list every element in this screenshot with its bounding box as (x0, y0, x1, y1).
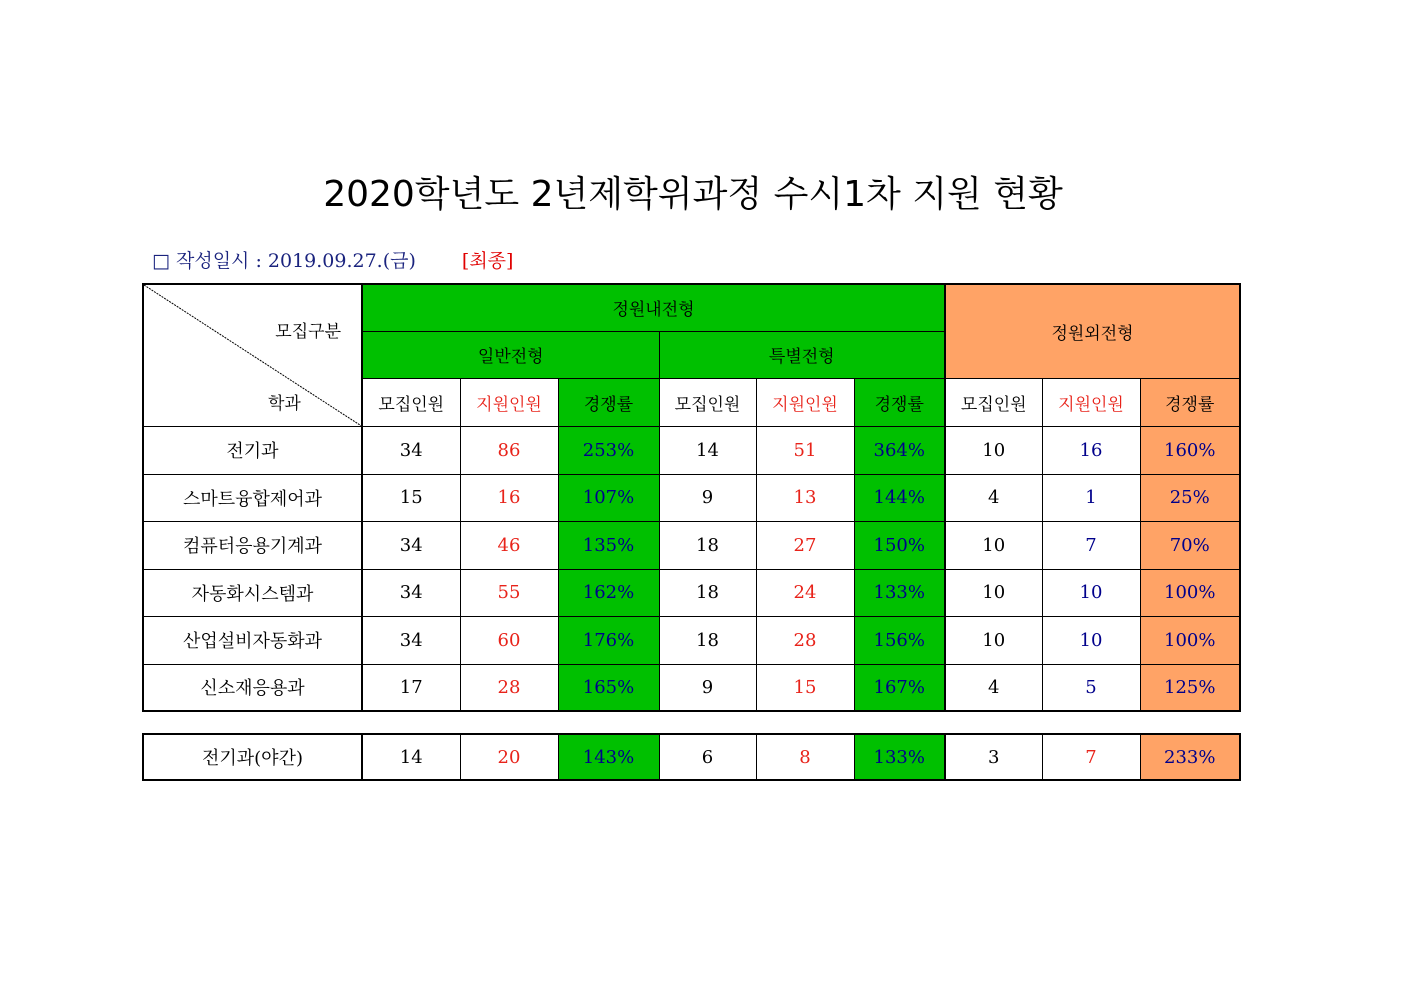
table-row (143, 616, 1240, 664)
rate-cell: 165% (558, 664, 659, 711)
night-table (142, 733, 1241, 781)
apply-cell: 20 (460, 734, 558, 780)
apply-cell: 28 (460, 664, 558, 711)
rate-cell: 176% (558, 616, 659, 664)
rate-cell: 253% (558, 426, 659, 474)
apply-cell: 7 (1042, 734, 1140, 780)
apply-cell: 28 (756, 616, 854, 664)
col-header-rate: 경쟁률 (1140, 378, 1240, 426)
table-row (143, 426, 1240, 474)
col-header-recruit: 모집인원 (659, 378, 756, 426)
col-header-recruit: 모집인원 (945, 378, 1042, 426)
dept-cell: 스마트융합제어과 (143, 474, 362, 521)
diagonal-line (144, 285, 362, 426)
rate-cell: 100% (1140, 569, 1240, 616)
rate-cell: 160% (1140, 426, 1240, 474)
group-header-in-quota: 정원내전형 (362, 284, 945, 331)
col-header-apply: 지원인원 (1042, 378, 1140, 426)
apply-cell: 60 (460, 616, 558, 664)
recruit-cell: 4 (945, 474, 1042, 521)
apply-cell: 1 (1042, 474, 1140, 521)
corner-label-dept: 학과 (268, 394, 301, 414)
sub-header-general: 일반전형 (362, 331, 659, 378)
rate-cell: 150% (854, 521, 945, 569)
dept-cell: 전기과 (143, 426, 362, 474)
apply-cell: 10 (1042, 569, 1140, 616)
table-row (143, 474, 1240, 521)
recruit-cell: 34 (362, 426, 460, 474)
dept-cell: 산업설비자동화과 (143, 616, 362, 664)
rate-cell: 144% (854, 474, 945, 521)
recruit-cell: 34 (362, 616, 460, 664)
sub-header-special: 특별전형 (659, 331, 945, 378)
recruit-cell: 34 (362, 569, 460, 616)
rate-cell: 133% (854, 569, 945, 616)
apply-cell: 86 (460, 426, 558, 474)
corner-header-cell (143, 284, 362, 426)
apply-cell: 27 (756, 521, 854, 569)
table-row (143, 734, 1240, 780)
rate-cell: 135% (558, 521, 659, 569)
rate-cell: 100% (1140, 616, 1240, 664)
col-header-rate: 경쟁률 (854, 378, 945, 426)
col-header-apply: 지원인원 (460, 378, 558, 426)
table-row (143, 569, 1240, 616)
recruit-cell: 9 (659, 474, 756, 521)
apply-cell: 10 (1042, 616, 1140, 664)
application-table (142, 283, 1241, 712)
recruit-cell: 18 (659, 521, 756, 569)
dept-cell: 자동화시스템과 (143, 569, 362, 616)
rate-cell: 167% (854, 664, 945, 711)
rate-cell: 133% (854, 734, 945, 780)
rate-cell: 233% (1140, 734, 1240, 780)
recruit-cell: 14 (659, 426, 756, 474)
recruit-cell: 9 (659, 664, 756, 711)
apply-cell: 24 (756, 569, 854, 616)
recruit-cell: 14 (362, 734, 460, 780)
rate-cell: 107% (558, 474, 659, 521)
apply-cell: 15 (756, 664, 854, 711)
apply-cell: 46 (460, 521, 558, 569)
recruit-cell: 18 (659, 616, 756, 664)
rate-cell: 25% (1140, 474, 1240, 521)
col-header-rate: 경쟁률 (558, 378, 659, 426)
apply-cell: 16 (1042, 426, 1140, 474)
dept-cell: 전기과(야간) (143, 734, 362, 780)
recruit-cell: 6 (659, 734, 756, 780)
table-row (143, 521, 1240, 569)
page-title: 2020학년도 2년제학위과정 수시1차 지원 현황 (323, 174, 1063, 215)
apply-cell: 13 (756, 474, 854, 521)
rate-cell: 125% (1140, 664, 1240, 711)
date-line (152, 246, 513, 273)
recruit-cell: 10 (945, 426, 1042, 474)
rate-cell: 364% (854, 426, 945, 474)
apply-cell: 51 (756, 426, 854, 474)
apply-cell: 8 (756, 734, 854, 780)
rate-cell: 70% (1140, 521, 1240, 569)
recruit-cell: 18 (659, 569, 756, 616)
table-row (143, 664, 1240, 711)
status-label: [최종] (461, 250, 514, 272)
dept-cell: 컴퓨터응용기계과 (143, 521, 362, 569)
col-header-apply: 지원인원 (756, 378, 854, 426)
recruit-cell: 10 (945, 521, 1042, 569)
recruit-cell: 10 (945, 569, 1042, 616)
dept-cell: 신소재응용과 (143, 664, 362, 711)
apply-cell: 16 (460, 474, 558, 521)
apply-cell: 55 (460, 569, 558, 616)
apply-cell: 7 (1042, 521, 1140, 569)
recruit-cell: 3 (945, 734, 1042, 780)
recruit-cell: 4 (945, 664, 1042, 711)
col-header-recruit: 모집인원 (362, 378, 460, 426)
recruit-cell: 10 (945, 616, 1042, 664)
corner-label-category: 모집구분 (275, 322, 341, 342)
date-label: □ 작성일시 : 2019.09.27.(금) (152, 250, 416, 272)
apply-cell: 5 (1042, 664, 1140, 711)
recruit-cell: 34 (362, 521, 460, 569)
recruit-cell: 17 (362, 664, 460, 711)
recruit-cell: 15 (362, 474, 460, 521)
rate-cell: 156% (854, 616, 945, 664)
group-header-out-quota: 정원외전형 (945, 284, 1240, 378)
rate-cell: 143% (558, 734, 659, 780)
rate-cell: 162% (558, 569, 659, 616)
